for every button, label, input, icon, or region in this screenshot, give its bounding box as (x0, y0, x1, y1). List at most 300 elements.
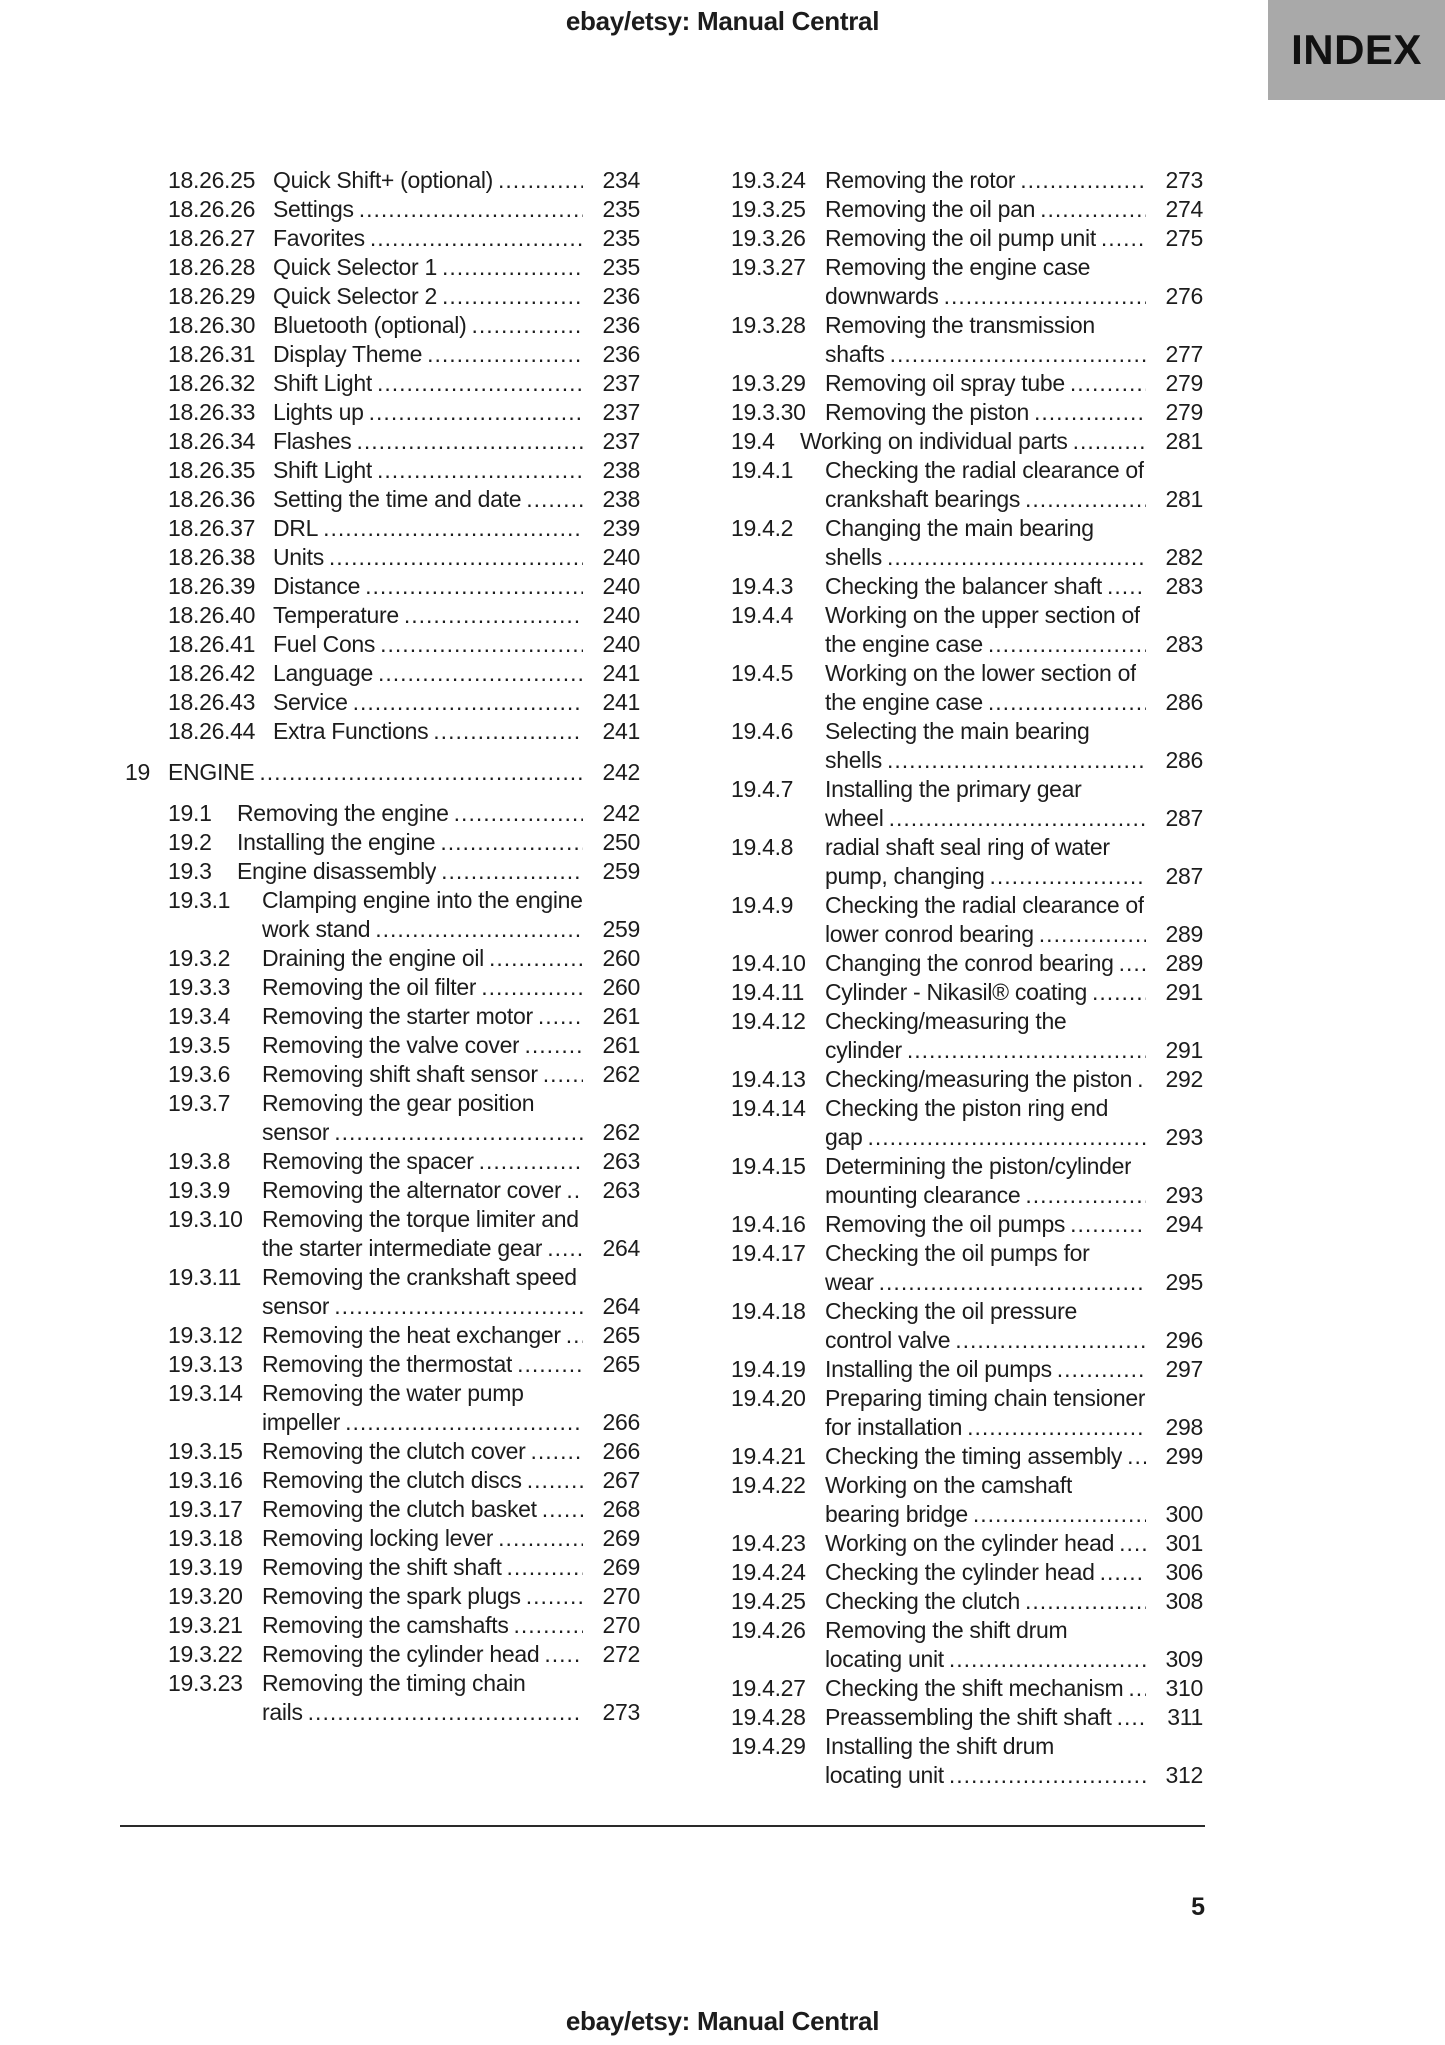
entry-number: 19.3.28 (731, 312, 806, 338)
entry-number: 19.4.4 (731, 602, 794, 628)
dot-leader (471, 311, 583, 340)
toc-entry (688, 1065, 1203, 1094)
toc-entry (688, 1297, 1203, 1355)
entry-number: 19.1 (168, 800, 212, 826)
entry-page-number: 279 (1165, 370, 1203, 396)
dot-leader (370, 224, 583, 253)
toc-entry-line (688, 1413, 1203, 1442)
entry-title: Removing the thermostat (262, 1351, 513, 1377)
entry-page-number: 281 (1165, 486, 1203, 512)
entry-title: Quick Shift+ (optional) (273, 167, 494, 193)
entry-number: 19.3.16 (168, 1467, 243, 1493)
entry-title: Removing the water pump (262, 1380, 524, 1406)
toc-entry-line (125, 1118, 640, 1147)
toc-entry (125, 195, 640, 224)
entry-number: 18.26.41 (168, 631, 256, 657)
entry-number: 18.26.39 (168, 573, 256, 599)
toc-entry (125, 857, 640, 886)
toc-entry-line (688, 1703, 1203, 1732)
toc-entry (125, 1611, 640, 1640)
toc-entry-line (688, 1442, 1203, 1471)
toc-entry-line (688, 1094, 1203, 1123)
toc-entry-line (125, 311, 640, 340)
entry-number: 19.4.15 (731, 1153, 806, 1179)
toc-entry-line (125, 857, 640, 886)
entry-title: Removing the alternator cover (262, 1177, 562, 1203)
entry-page-number: 261 (602, 1032, 640, 1058)
dot-leader (1034, 398, 1146, 427)
entry-title: Removing the timing chain (262, 1670, 526, 1696)
entry-title: Removing shift shaft sensor (262, 1061, 538, 1087)
toc-entry-line (688, 1268, 1203, 1297)
toc-entry-line (125, 340, 640, 369)
entry-page-number: 300 (1165, 1501, 1203, 1527)
toc-entry (125, 456, 640, 485)
entry-page-number: 261 (602, 1003, 640, 1029)
entry-title: Removing the oil pan (825, 196, 1036, 222)
dot-leader (955, 1326, 1146, 1355)
entry-page-number: 293 (1165, 1182, 1203, 1208)
entry-title: Checking the cylinder head (825, 1559, 1095, 1585)
toc-entry-line (688, 1645, 1203, 1674)
entry-number: 19.4.3 (731, 573, 794, 599)
entry-page-number: 283 (1165, 573, 1203, 599)
entry-title: shells (825, 747, 883, 773)
toc-entry (688, 253, 1203, 311)
toc-entry (688, 1442, 1203, 1471)
toc-entry (688, 1384, 1203, 1442)
entry-page-number: 237 (602, 370, 640, 396)
entry-title: Fuel Cons (273, 631, 376, 657)
entry-number: 19.3.17 (168, 1496, 243, 1522)
toc-entry (688, 1529, 1203, 1558)
toc-entry-line (125, 1176, 640, 1205)
toc-entry-line (688, 1355, 1203, 1384)
toc-entry-line (688, 775, 1203, 804)
toc-entry-line (688, 311, 1203, 340)
entry-number: 19.4.11 (731, 979, 804, 1005)
toc-entry-line (688, 427, 1203, 456)
toc-entry-line (125, 1640, 640, 1669)
toc-entry (125, 224, 640, 253)
toc-entry-line (688, 166, 1203, 195)
entry-page-number: 277 (1165, 341, 1203, 367)
entry-page-number: 286 (1165, 747, 1203, 773)
dot-leader (334, 1292, 583, 1321)
entry-title: Lights up (273, 399, 364, 425)
entry-title: Removing the clutch basket (262, 1496, 537, 1522)
entry-page-number: 309 (1165, 1646, 1203, 1672)
entry-number: 19.4.16 (731, 1211, 806, 1237)
entry-page-number: 263 (602, 1148, 640, 1174)
toc-entry (688, 456, 1203, 514)
toc-entry-line (688, 1239, 1203, 1268)
entry-page-number: 297 (1165, 1356, 1203, 1382)
toc-entry (688, 572, 1203, 601)
dot-leader (259, 758, 583, 787)
toc-entry (125, 514, 640, 543)
entry-title: sensor (262, 1293, 330, 1319)
entry-title: Checking the balancer shaft (825, 573, 1103, 599)
entry-title: Removing the spark plugs (262, 1583, 521, 1609)
entry-title: crankshaft bearings (825, 486, 1021, 512)
entry-number: 19.4.19 (731, 1356, 806, 1382)
entry-title: Shift Light (273, 457, 372, 483)
toc-entry-line (125, 1031, 640, 1060)
entry-number: 19.4.21 (731, 1443, 806, 1469)
toc-entry-line (125, 456, 640, 485)
toc-entry (688, 166, 1203, 195)
entry-number: 19.4.7 (731, 776, 794, 802)
entry-page-number: 286 (1165, 689, 1203, 715)
entry-number: 19.3.19 (168, 1554, 243, 1580)
entry-number: 19.4.24 (731, 1559, 806, 1585)
entry-title: the starter intermediate gear (262, 1235, 543, 1261)
entry-page-number: 287 (1165, 805, 1203, 831)
entry-title: Removing the heat exchanger (262, 1322, 561, 1348)
entry-number: 19.3.14 (168, 1380, 243, 1406)
toc-entry-line (688, 1558, 1203, 1587)
toc-entry-line (125, 369, 640, 398)
dot-leader (543, 1060, 583, 1089)
entry-page-number: 311 (1167, 1704, 1203, 1730)
toc-entry-line (688, 253, 1203, 282)
dot-leader (988, 688, 1146, 717)
dot-leader (949, 1761, 1146, 1790)
dot-leader (442, 253, 583, 282)
entry-page-number: 265 (602, 1351, 640, 1377)
entry-title: Removing the spacer (262, 1148, 474, 1174)
entry-number: 18.26.40 (168, 602, 256, 628)
entry-number: 19.3.2 (168, 945, 231, 971)
dot-leader (498, 166, 583, 195)
dot-leader (1100, 1558, 1146, 1587)
dot-leader (1092, 978, 1146, 1007)
dot-leader (377, 369, 583, 398)
entry-title: shells (825, 544, 883, 570)
toc-entry-line (688, 978, 1203, 1007)
entry-number: 19.3.13 (168, 1351, 243, 1377)
toc-entry-line (688, 601, 1203, 630)
toc-entry-line (125, 944, 640, 973)
entry-page-number: 264 (602, 1293, 640, 1319)
dot-leader (879, 1268, 1146, 1297)
toc-entry (688, 1703, 1203, 1732)
entry-number: 19.4.29 (731, 1733, 806, 1759)
entry-number: 19.3.30 (731, 399, 806, 425)
toc-entry (688, 195, 1203, 224)
entry-title: Removing the cylinder head (262, 1641, 540, 1667)
entry-page-number: 260 (602, 974, 640, 1000)
entry-title: Working on individual parts (800, 428, 1068, 454)
entry-title: Installing the oil pumps (825, 1356, 1052, 1382)
toc-entry-line (125, 1060, 640, 1089)
entry-title: Removing oil spray tube (825, 370, 1065, 396)
toc-entry (125, 1669, 640, 1727)
entry-page-number: 242 (602, 759, 640, 785)
entry-number: 19.3.29 (731, 370, 806, 396)
dot-leader (544, 1640, 583, 1669)
dot-leader (1025, 1181, 1146, 1210)
entry-number: 19.4.27 (731, 1675, 806, 1701)
toc-entry-line (688, 282, 1203, 311)
entry-page-number: 259 (602, 858, 640, 884)
toc-entry-line (125, 543, 640, 572)
entry-page-number: 274 (1165, 196, 1203, 222)
toc-entry (688, 1471, 1203, 1529)
toc-entry-line (125, 1495, 640, 1524)
toc-entry (688, 717, 1203, 775)
entry-page-number: 308 (1165, 1588, 1203, 1614)
toc-entry-line (125, 1669, 640, 1698)
dot-leader (517, 1350, 583, 1379)
toc-entry (688, 1558, 1203, 1587)
toc-entry (125, 1321, 640, 1350)
dot-leader (887, 543, 1146, 572)
entry-number: 19.3.9 (168, 1177, 231, 1203)
toc-entry-line (688, 1500, 1203, 1529)
entry-title: downwards (825, 283, 939, 309)
entry-number: 19.4.6 (731, 718, 794, 744)
entry-title: Removing the starter motor (262, 1003, 533, 1029)
entry-page-number: 273 (602, 1699, 640, 1725)
entry-title: shafts (825, 341, 885, 367)
entry-page-number: 239 (602, 515, 640, 541)
toc-entry (125, 1350, 640, 1379)
entry-page-number: 292 (1165, 1066, 1203, 1092)
toc-entry (688, 1094, 1203, 1152)
entry-number: 18.26.43 (168, 689, 256, 715)
dot-leader (498, 1524, 583, 1553)
dot-leader (1127, 1442, 1146, 1471)
entry-page-number: 264 (602, 1235, 640, 1261)
entry-number: 19.3.24 (731, 167, 806, 193)
toc-entry (125, 886, 640, 944)
dot-leader (538, 1002, 583, 1031)
entry-title: for installation (825, 1414, 963, 1440)
entry-title: Quick Selector 2 (273, 283, 437, 309)
toc-entry-line (688, 456, 1203, 485)
dot-leader (867, 1123, 1146, 1152)
dot-leader (1020, 166, 1146, 195)
toc-entry-line (125, 1089, 640, 1118)
entry-number: 19.3.20 (168, 1583, 243, 1609)
entry-page-number: 240 (602, 573, 640, 599)
entry-title: Checking the clutch (825, 1588, 1021, 1614)
entry-page-number: 281 (1165, 428, 1203, 454)
entry-number: 19.4.9 (731, 892, 794, 918)
dot-leader (369, 398, 583, 427)
entry-title: Removing the oil pump unit (825, 225, 1096, 251)
entry-title: Removing the engine case (825, 254, 1091, 280)
dot-leader (889, 804, 1146, 833)
entry-title: wheel (825, 805, 884, 831)
toc-entry-line (688, 224, 1203, 253)
entry-number: 19.4.12 (731, 1008, 806, 1034)
entry-title: cylinder (825, 1037, 902, 1063)
entry-number: 19.3.21 (168, 1612, 243, 1638)
toc-entry-line (125, 1698, 640, 1727)
entry-number: 19.4.17 (731, 1240, 806, 1266)
dot-leader (479, 1147, 583, 1176)
entry-page-number: 240 (602, 631, 640, 657)
dot-leader (967, 1413, 1146, 1442)
toc-entry-line (688, 340, 1203, 369)
dot-leader (454, 799, 583, 828)
toc-entry (688, 833, 1203, 891)
entry-title: Bluetooth (optional) (273, 312, 467, 338)
entry-title: Removing the clutch cover (262, 1438, 526, 1464)
entry-title: Preassembling the shift shaft (825, 1704, 1112, 1730)
toc-entry (125, 973, 640, 1002)
entry-title: Settings (273, 196, 354, 222)
toc-entry-line (125, 572, 640, 601)
entry-page-number: 279 (1165, 399, 1203, 425)
toc-entry (125, 1031, 640, 1060)
dot-leader (323, 514, 583, 543)
entry-number: 19.3.25 (731, 196, 806, 222)
dot-leader (890, 340, 1146, 369)
entry-page-number: 235 (602, 225, 640, 251)
toc-entry (688, 427, 1203, 456)
toc-entry-line (125, 1350, 640, 1379)
entry-title: DRL (273, 515, 319, 541)
dot-leader (329, 543, 583, 572)
entry-title: Service (273, 689, 348, 715)
dot-leader (1025, 485, 1146, 514)
entry-title: Flashes (273, 428, 352, 454)
entry-number: 18.26.35 (168, 457, 256, 483)
entry-title: ENGINE (168, 759, 255, 785)
toc-entry (125, 659, 640, 688)
entry-title: Checking the piston ring end (825, 1095, 1109, 1121)
toc-entry (125, 1553, 640, 1582)
entry-title: Clamping engine into the engine (262, 887, 583, 913)
entry-page-number: 241 (602, 689, 640, 715)
entry-title: Checking the timing assembly (825, 1443, 1123, 1469)
toc-entry (125, 688, 640, 717)
toc-entry-line (125, 1292, 640, 1321)
entry-number: 18.26.31 (168, 341, 256, 367)
toc-column-1 (125, 166, 640, 1727)
dot-leader (973, 1500, 1146, 1529)
entry-title: Checking/measuring the (825, 1008, 1067, 1034)
toc-entry-line (125, 758, 640, 787)
entry-page-number: 268 (602, 1496, 640, 1522)
entry-title: pump, changing (825, 863, 985, 889)
entry-title: Display Theme (273, 341, 423, 367)
entry-number: 19.3.4 (168, 1003, 231, 1029)
entry-title: Selecting the main bearing (825, 718, 1090, 744)
dot-leader (526, 485, 583, 514)
toc-entry-line (688, 369, 1203, 398)
entry-page-number: 289 (1165, 921, 1203, 947)
toc-entry (688, 891, 1203, 949)
entry-title: Working on the camshaft (825, 1472, 1073, 1498)
dot-leader (531, 1437, 583, 1466)
entry-page-number: 240 (602, 544, 640, 570)
entry-title: wear (825, 1269, 874, 1295)
dot-leader (442, 282, 583, 311)
toc-entry-line (688, 746, 1203, 775)
entry-title: locating unit (825, 1762, 944, 1788)
entry-page-number: 269 (602, 1525, 640, 1551)
entry-page-number: 259 (602, 916, 640, 942)
toc-entry (688, 1587, 1203, 1616)
entry-title: Installing the primary gear (825, 776, 1082, 802)
entry-title: impeller (262, 1409, 341, 1435)
toc-entry (125, 311, 640, 340)
toc-entry (125, 166, 640, 195)
entry-page-number: 294 (1165, 1211, 1203, 1237)
entry-number: 19.4.13 (731, 1066, 806, 1092)
toc-entry-line (125, 253, 640, 282)
toc-entry-line (125, 427, 640, 456)
toc-entry-line (688, 572, 1203, 601)
entry-number: 19.3.27 (731, 254, 806, 280)
entry-page-number: 310 (1165, 1675, 1203, 1701)
entry-title: Removing the shift shaft (262, 1554, 502, 1580)
toc-entry (125, 828, 640, 857)
toc-entry-line (688, 659, 1203, 688)
toc-entry-line (688, 891, 1203, 920)
entry-page-number: 266 (602, 1438, 640, 1464)
toc-entry (688, 311, 1203, 369)
entry-number: 18.26.32 (168, 370, 256, 396)
entry-title: Removing the crankshaft speed (262, 1264, 577, 1290)
entry-number: 19.3.26 (731, 225, 806, 251)
toc-entry (688, 514, 1203, 572)
entry-title: Working on the cylinder head (825, 1530, 1115, 1556)
toc-entry-line (688, 1297, 1203, 1326)
entry-number: 19.4.26 (731, 1617, 806, 1643)
toc-entry-line (125, 485, 640, 514)
entry-title: Changing the main bearing (825, 515, 1094, 541)
toc-entry-line (125, 1582, 640, 1611)
footer-rule (120, 1825, 1205, 1827)
toc-entry (688, 1007, 1203, 1065)
toc-entry-line (688, 920, 1203, 949)
entry-page-number: 282 (1165, 544, 1203, 570)
entry-page-number: 263 (602, 1177, 640, 1203)
dot-leader (377, 456, 583, 485)
dot-leader (441, 857, 583, 886)
entry-title: Changing the conrod bearing (825, 950, 1114, 976)
entry-title: Removing locking lever (262, 1525, 494, 1551)
toc-entry-line (125, 195, 640, 224)
entry-page-number: 298 (1165, 1414, 1203, 1440)
dot-leader (481, 973, 583, 1002)
toc-entry-line (125, 1147, 640, 1176)
entry-page-number: 262 (602, 1119, 640, 1145)
entry-number: 18.26.33 (168, 399, 256, 425)
toc-entry (688, 659, 1203, 717)
dot-leader (359, 195, 583, 224)
toc-entry (125, 1379, 640, 1437)
toc-entry-line (688, 1761, 1203, 1790)
entry-number: 19.4.2 (731, 515, 794, 541)
toc-entry (688, 1616, 1203, 1674)
entry-number: 19.4.1 (731, 457, 794, 483)
toc-entry-line (688, 1616, 1203, 1645)
entry-title: bearing bridge (825, 1501, 968, 1527)
toc-entry-line (688, 1123, 1203, 1152)
entry-number: 19.3.1 (168, 887, 231, 913)
dot-leader (1070, 369, 1146, 398)
toc-entry-line (688, 862, 1203, 891)
dot-leader (944, 282, 1146, 311)
toc-entry-line (125, 601, 640, 630)
